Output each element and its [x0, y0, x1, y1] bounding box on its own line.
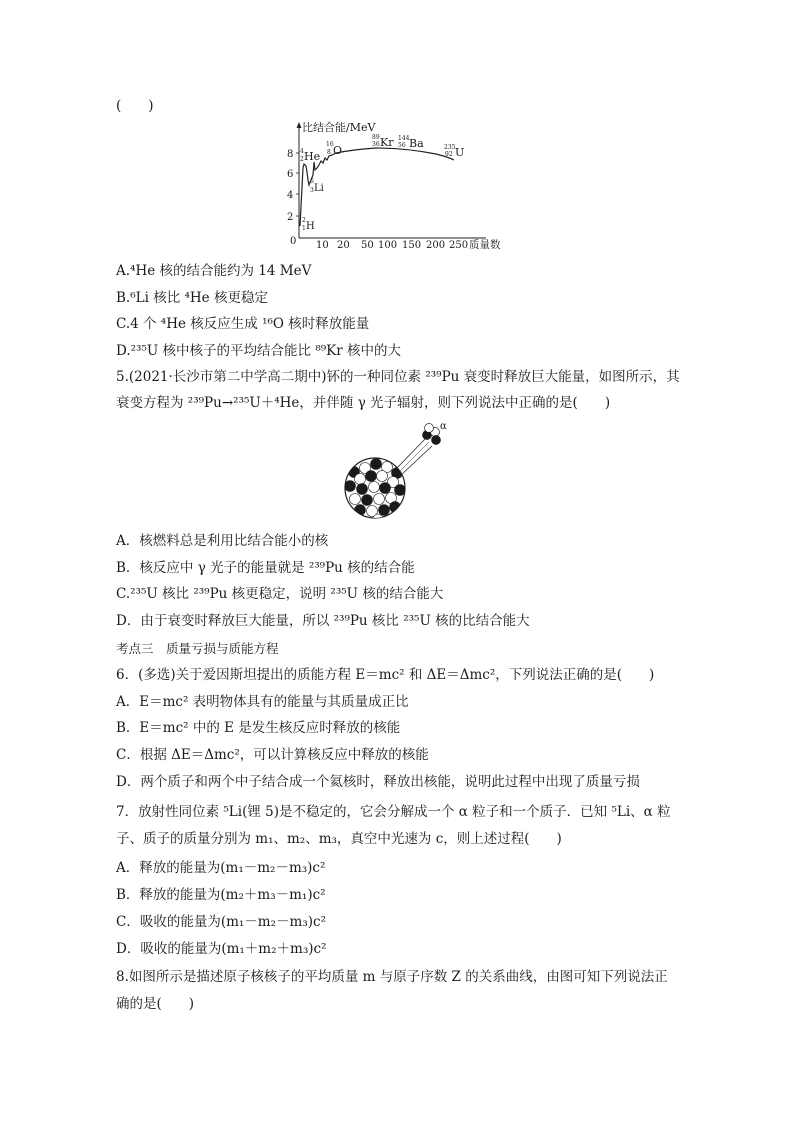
nuclide-he-sub: 2 [300, 156, 304, 163]
alpha-label: α [440, 421, 447, 432]
y-axis-label: 比结合能/MeV [302, 121, 376, 134]
y-tick-label: 4 [287, 190, 294, 201]
x-tick-label: 200 [426, 240, 446, 251]
x-tick-label: 250 [449, 240, 469, 251]
y-axis-arrow [297, 122, 302, 128]
q8-stem-line2: 确的是( ) [116, 996, 195, 1012]
nuclide-li: Li [314, 183, 324, 194]
q6-option-c: C．根据 ΔE＝Δmc²，可以计算核反应中释放的核能 [116, 747, 429, 763]
nuclide-h-sup: 2 [302, 217, 306, 224]
x-tick-label: 10 [316, 240, 329, 251]
q4-option-d: D.²³⁵U 核中核子的平均结合能比 ⁸⁹Kr 核中的大 [116, 343, 401, 359]
q5-option-b: B．核反应中 γ 光子的能量就是 ²³⁹Pu 核的结合能 [116, 560, 415, 576]
nuclide-ba-sup: 144 [398, 135, 410, 142]
q7-stem-line1: 7．放射性同位素 ⁵Li(锂 5)是不稳定的，它会分解成一个 α 粒子和一个质子．已知 ⁵Li、α 粒 [116, 804, 671, 820]
x-tick-label: 100 [378, 240, 398, 251]
x-tick-label: 150 [402, 240, 422, 251]
x-tick-label: 20 [337, 240, 350, 251]
q7-option-d: D．吸收的能量为(m₁＋m₂＋m₃)c² [116, 941, 327, 957]
q4-option-a: A.⁴He 核的结合能约为 14 MeV [116, 263, 312, 279]
q7-option-c: C．吸收的能量为(m₁－m₂－m₃)c² [116, 914, 326, 930]
q6-option-b: B．E＝mc² 中的 E 是发生核反应时释放的核能 [116, 720, 401, 736]
nuclide-u-sup: 235 [444, 144, 456, 151]
nuclide-ba-sub: 56 [398, 142, 406, 149]
q5-option-d: D．由于衰变时释放巨大能量，所以 ²³⁹Pu 核比 ²³⁵U 核的比结合能大 [116, 613, 530, 629]
nuclide-o: O [333, 144, 343, 157]
y-tick-label: 8 [287, 149, 294, 160]
q7-option-b: B．释放的能量为(m₂＋m₃－m₁)c² [116, 887, 326, 903]
q7-stem-line2: 子、质子的质量分别为 m₁、m₂、m₃，真空中光速为 c，则上述过程( ) [116, 831, 562, 847]
binding-energy-chart [276, 118, 506, 252]
q8-stem-line1: 8.如图所示是描述原子核核子的平均质量 m 与原子序数 Z 的关系曲线，由图可知下列说法正 [116, 969, 668, 985]
y-tick-label: 6 [287, 169, 294, 180]
q4-option-b: B.⁶Li 核比 ⁴He 核更稳定 [116, 290, 268, 306]
nuclide-li-sub: 3 [310, 187, 314, 194]
nuclide-o-sup: 16 [326, 141, 334, 148]
q5-stem-line2: 衰变方程为 ²³⁹Pu→²³⁵U＋⁴He，并伴随 γ 光子辐射，则下列说法中正确的是( ) [116, 395, 611, 411]
y-tick-label: 2 [287, 212, 294, 223]
nuclide-ba: Ba [409, 137, 424, 150]
nuclide-he-sup: 4 [300, 148, 304, 155]
x-axis-label: 质量数 [469, 239, 501, 251]
section-heading: 考点三 质量亏损与质能方程 [116, 641, 279, 656]
q5-option-a: A．核燃料总是利用比结合能小的核 [116, 533, 329, 549]
nuclide-he: He [304, 150, 321, 163]
nuclide-h: H [306, 221, 315, 232]
nuclide-o-sub: 8 [327, 149, 331, 156]
nuclide-h-sub: 1 [302, 225, 306, 232]
q4-option-c: C.4 个 ⁴He 核反应生成 ¹⁶O 核时释放能量 [116, 316, 370, 332]
nuclide-kr-sup: 89 [372, 134, 380, 141]
q6-option-a: A．E＝mc² 表明物体具有的能量与其质量成正比 [116, 694, 409, 710]
nuclide-u: U [455, 146, 465, 159]
q5-option-c: C.²³⁵U 核比 ²³⁹Pu 核更稳定，说明 ²³⁵U 核的结合能大 [116, 586, 444, 602]
q7-option-a: A．释放的能量为(m₁－m₂－m₃)c² [116, 860, 326, 876]
q5-stem-line1: 5.(2021·长沙市第二中学高二期中)钚的一种同位素 ²³⁹Pu 衰变时释放巨大能量，如图所示，其 [116, 369, 680, 385]
x-tick-label: 0 [290, 236, 297, 247]
q6-stem: 6．(多选)关于爱因斯坦提出的质能方程 E＝mc² 和 ΔE＝Δmc²，下列说法正确的是( ) [116, 667, 655, 683]
nuclide-kr-sub: 36 [372, 141, 380, 148]
x-tick-label: 50 [361, 240, 374, 251]
nuclide-u-sub: 92 [445, 151, 453, 158]
nuclide-kr: Kr [380, 136, 394, 149]
nuclide-li-sup: 6 [310, 178, 314, 185]
q6-option-d: D．两个质子和两个中子结合成一个氦核时，释放出核能，说明此过程中出现了质量亏损 [116, 774, 640, 790]
nucleus-decay-illustration [340, 420, 460, 530]
answer-paren: ( ) [116, 98, 154, 114]
alpha-particle [423, 424, 441, 445]
